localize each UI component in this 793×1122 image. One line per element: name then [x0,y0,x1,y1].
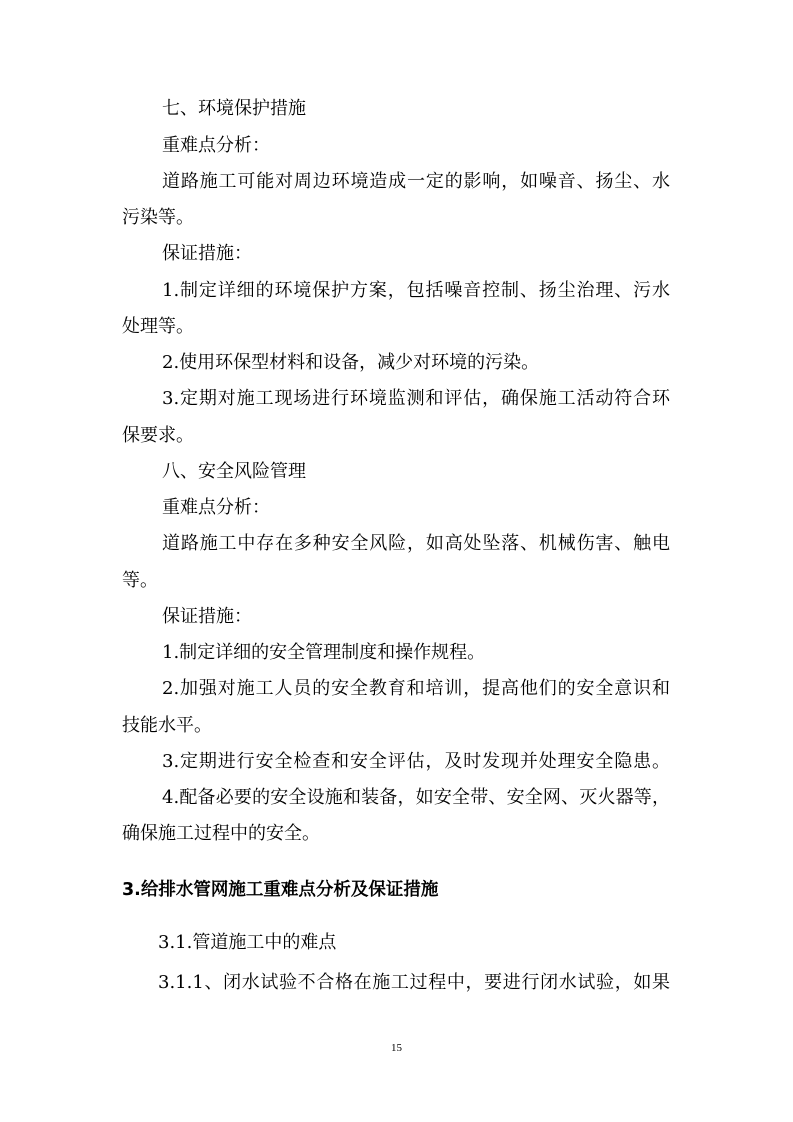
list-item-line: 1.制定详细的安全管理制度和操作规程。 [162,642,486,663]
list-item-line: 技能水平。 [122,715,212,736]
list-item-line: 4.配备必要的安全设施和装备，如安全带、安全网、灭火器等， [162,787,670,808]
guarantee-measures-label: 保证措施： [162,243,252,264]
subsection-heading: 3.1.管道施工中的难点 [158,932,337,953]
page-number: 15 [391,1042,402,1054]
paragraph-line: 3.1.1、闭水试验不合格在施工过程中，要进行闭水试验，如果 [158,972,670,993]
list-item-line: 2.使用环保型材料和设备，减少对环境的污染。 [162,352,540,373]
difficulty-analysis-label: 重难点分析： [162,497,270,518]
guarantee-measures-label: 保证措施： [162,606,252,627]
paragraph-line: 道路施工可能对周边环境造成一定的影响，如噪音、扬尘、水 [162,171,670,192]
paragraph-line: 道路施工中存在多种安全风险，如高处坠落、机械伤害、触电 [162,533,670,554]
section-seven-title: 七、环境保护措施 [162,98,306,119]
section-eight-title: 八、安全风险管理 [162,461,306,482]
difficulty-analysis-label: 重难点分析： [162,135,270,156]
paragraph-line: 污染等。 [122,207,194,228]
paragraph-line: 等。 [122,570,158,591]
list-item-line: 3.定期进行安全检查和安全评估，及时发现并处理安全隐患。 [162,751,670,772]
list-item-line: 确保施工过程中的安全。 [122,823,320,844]
list-item-line: 处理等。 [122,316,194,337]
list-item-line: 2.加强对施工人员的安全教育和培训，提高他们的安全意识和 [162,678,670,699]
list-item-line: 1.制定详细的环境保护方案，包括噪音控制、扬尘治理、污水 [162,280,670,301]
section-heading: 3.给排水管网施工重难点分析及保证措施 [122,880,439,900]
list-item-line: 3.定期对施工现场进行环境监测和评估，确保施工活动符合环 [162,388,670,409]
list-item-line: 保要求。 [122,425,194,446]
